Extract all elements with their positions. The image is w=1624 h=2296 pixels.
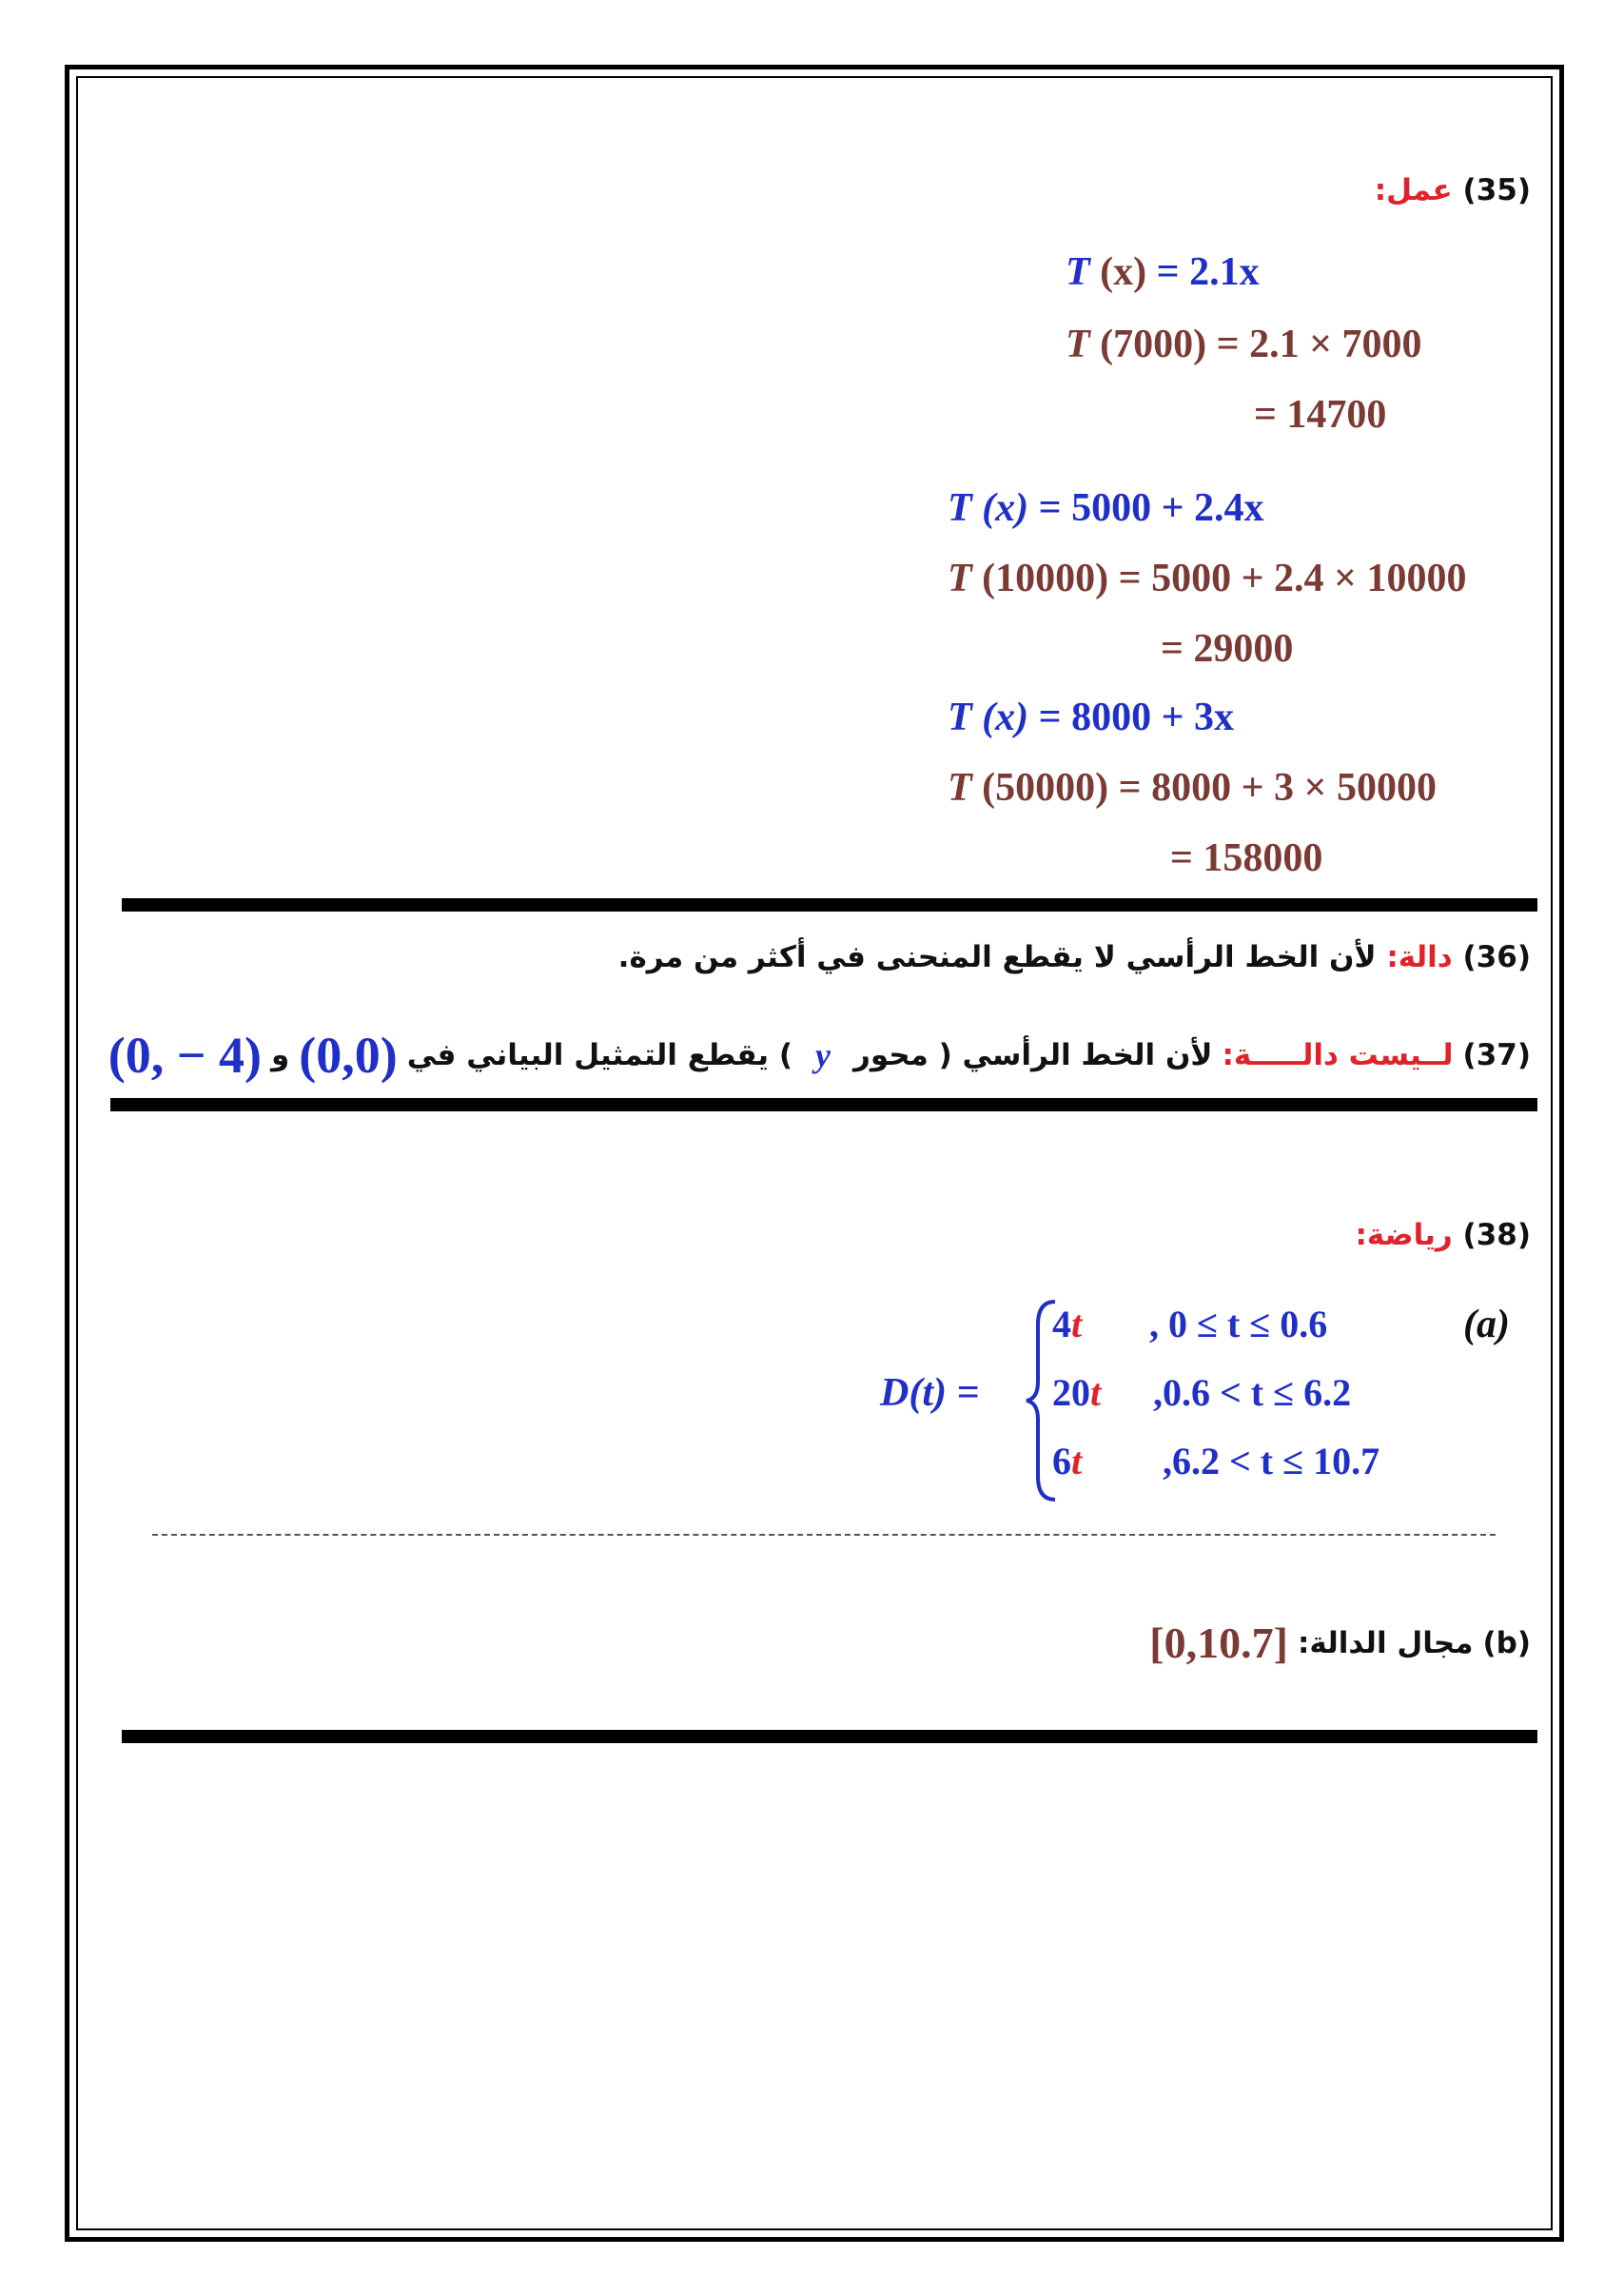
func-arg: (x) bbox=[982, 486, 1029, 530]
func-symbol: T bbox=[1066, 323, 1090, 366]
case-variable: t bbox=[1090, 1371, 1102, 1414]
q38-label: رياضة: bbox=[1355, 1218, 1453, 1252]
q35-line-5 bbox=[948, 556, 1466, 601]
case-coefficient: 6 bbox=[1052, 1440, 1071, 1482]
q35-label: عمل: bbox=[1374, 173, 1453, 207]
func-rhs: = 14700 bbox=[1254, 393, 1387, 437]
q35-heading bbox=[1375, 173, 1531, 207]
q35-line-7 bbox=[948, 695, 1234, 740]
dashed-separator bbox=[152, 1534, 1496, 1536]
q35-line-4 bbox=[948, 485, 1264, 531]
q37-line bbox=[108, 1026, 1531, 1085]
q38-part-a bbox=[1463, 1302, 1510, 1347]
section-divider bbox=[122, 1730, 1537, 1743]
case-condition: , 0 ≤ t ≤ 0.6 bbox=[1149, 1303, 1328, 1345]
q37-conj: و bbox=[271, 1038, 290, 1072]
domain-label: مجال الدالة: bbox=[1297, 1625, 1474, 1660]
func-symbol: T bbox=[1066, 250, 1090, 294]
q35-line-3 bbox=[1254, 392, 1386, 438]
q38-part-b bbox=[1149, 1618, 1531, 1668]
func-symbol: T bbox=[948, 766, 972, 810]
piecewise-function-lhs: D(t) = bbox=[880, 1371, 980, 1415]
domain-interval: [0,10.7] bbox=[1149, 1619, 1288, 1667]
q35-line-2 bbox=[1066, 322, 1422, 367]
part-b-label: (b) bbox=[1482, 1625, 1531, 1660]
q38-heading bbox=[1355, 1218, 1531, 1252]
case-condition: ,0.6 < t ≤ 6.2 bbox=[1153, 1371, 1352, 1414]
func-symbol: T bbox=[948, 486, 972, 530]
section-divider bbox=[110, 1098, 1537, 1111]
q35-line-6 bbox=[1161, 626, 1293, 672]
piecewise-case-3 bbox=[1052, 1439, 1082, 1483]
case-coefficient: 4 bbox=[1052, 1303, 1071, 1345]
func-rhs: = 8000 + 3 × 50000 bbox=[1118, 766, 1437, 810]
case-coefficient: 20 bbox=[1052, 1371, 1090, 1414]
func-rhs: = 158000 bbox=[1170, 836, 1323, 880]
q36-text: لأن الخط الرأسي لا يقطع المنحنى في أكثر من مرة. bbox=[617, 940, 1377, 974]
q37-point-2: (0, − 4) bbox=[108, 1027, 263, 1084]
func-arg: (x) bbox=[1100, 250, 1147, 294]
q37-point-1: (0,0) bbox=[299, 1027, 398, 1084]
func-rhs: = 5000 + 2.4 × 10000 bbox=[1118, 557, 1467, 600]
func-symbol: T bbox=[948, 557, 972, 600]
case-condition: ,6.2 < t ≤ 10.7 bbox=[1163, 1440, 1380, 1482]
q35-line-9 bbox=[1170, 835, 1322, 881]
piecewise-case-1 bbox=[1052, 1302, 1082, 1346]
q37-number: (37) bbox=[1462, 1038, 1531, 1072]
piecewise-cond-3 bbox=[1163, 1439, 1379, 1483]
section-divider bbox=[122, 898, 1537, 912]
func-arg: (x) bbox=[982, 696, 1029, 739]
func-symbol: T bbox=[948, 696, 972, 739]
piecewise-cond-1 bbox=[1149, 1302, 1327, 1346]
q37-var: y bbox=[815, 1036, 831, 1074]
q37-text-b: ) يقطع التمثيل البياني في bbox=[406, 1038, 792, 1072]
piecewise-cond-2 bbox=[1153, 1370, 1351, 1415]
part-a-label: (a) bbox=[1463, 1303, 1510, 1346]
func-rhs: = 29000 bbox=[1161, 627, 1294, 671]
q38-number: (38) bbox=[1462, 1218, 1531, 1252]
q36-number: (36) bbox=[1462, 940, 1531, 974]
func-arg: (7000) bbox=[1100, 323, 1207, 366]
func-rhs: = 2.1x bbox=[1156, 250, 1260, 294]
case-variable: t bbox=[1071, 1440, 1083, 1482]
q35-line-1 bbox=[1066, 249, 1260, 295]
func-arg: (50000) bbox=[982, 766, 1109, 810]
q35-line-8 bbox=[948, 765, 1437, 811]
q38-function-name bbox=[880, 1370, 979, 1416]
q36-label: دالة: bbox=[1386, 940, 1453, 974]
q36-line bbox=[618, 940, 1531, 974]
func-rhs: = 8000 + 3x bbox=[1038, 696, 1235, 739]
func-rhs: = 2.1 × 7000 bbox=[1216, 323, 1422, 366]
q35-number: (35) bbox=[1462, 173, 1531, 207]
piecewise-case-2 bbox=[1052, 1370, 1101, 1415]
func-arg: (10000) bbox=[982, 557, 1109, 600]
case-variable: t bbox=[1071, 1303, 1083, 1345]
q37-label: لــيست دالـــــة: bbox=[1222, 1038, 1454, 1072]
q37-text-a: لأن الخط الرأسي ( محور bbox=[852, 1038, 1213, 1072]
func-rhs: = 5000 + 2.4x bbox=[1038, 486, 1264, 530]
